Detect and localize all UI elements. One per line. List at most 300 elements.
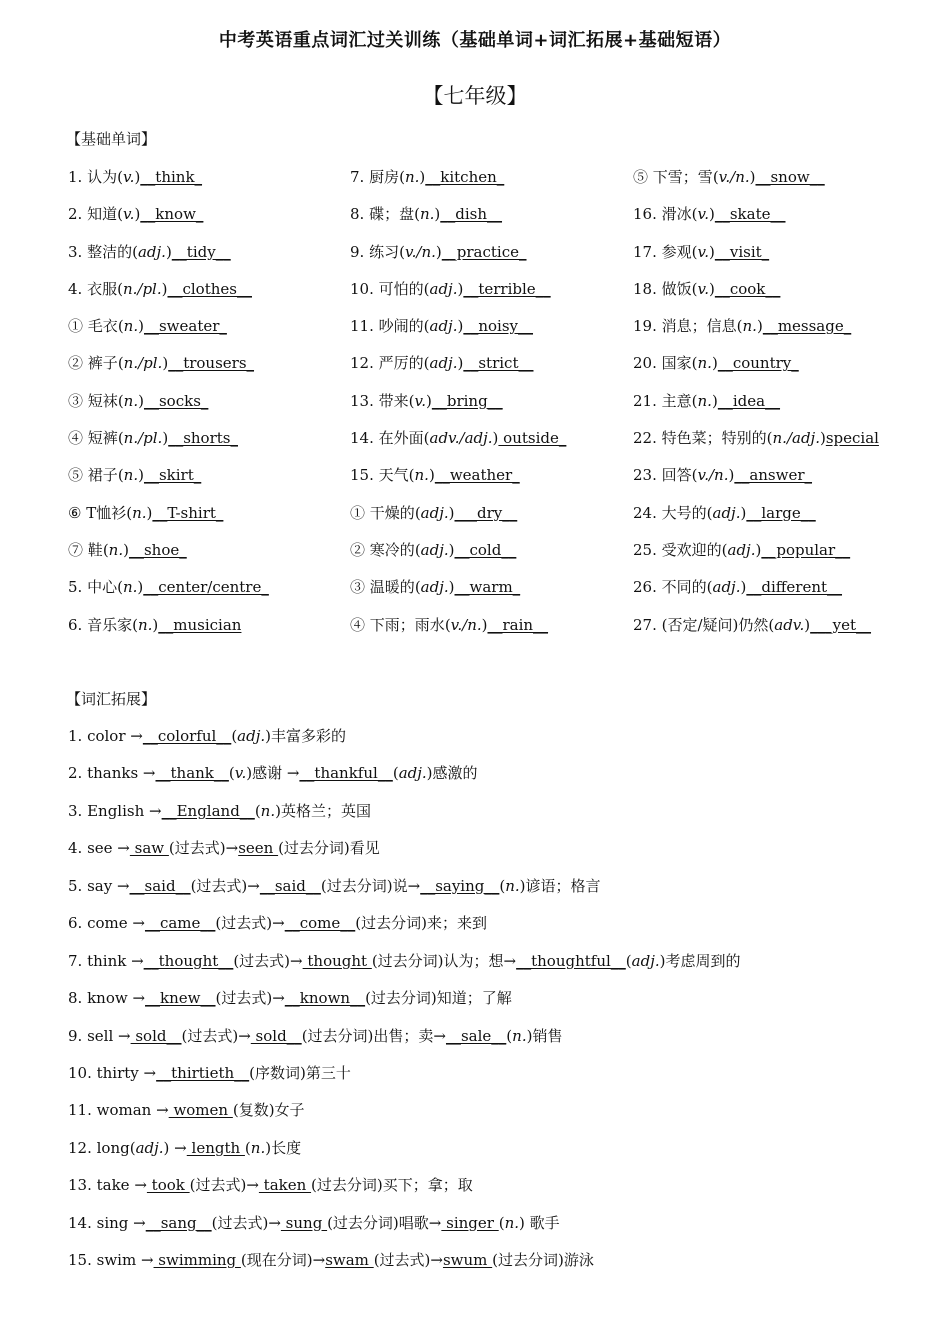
item-text: (过去式)→ xyxy=(215,914,285,933)
item-text: ) → xyxy=(163,1138,187,1157)
part-of-speech: adj. xyxy=(429,279,458,298)
word-item: 11. 吵闹的(adj.)__noisy__ xyxy=(350,317,534,336)
word-item: 2. 知道(v.)__know_ xyxy=(68,205,204,224)
item-number: 4. xyxy=(68,279,83,298)
chinese-meaning: (否定/疑问)仍然 xyxy=(661,615,769,634)
part-of-speech: n./pl. xyxy=(123,429,163,448)
word-item: 23. 回答(v./n.)__answer_ xyxy=(633,466,813,485)
answer-blank: __thirtieth__ xyxy=(156,1063,250,1082)
chinese-meaning: 练习 xyxy=(369,242,400,261)
item-number: 18. xyxy=(633,279,657,298)
item-number: 6. xyxy=(68,615,83,634)
part-of-speech: n./pl. xyxy=(123,354,163,373)
item-number: 21. xyxy=(633,391,657,410)
part-of-speech: v./n. xyxy=(718,168,750,186)
answer-blank: __knew__ xyxy=(145,989,216,1008)
answer-blank: __tidy__ xyxy=(171,242,231,261)
answer-blank: __come__ xyxy=(284,914,356,933)
word-item: ② 寒冷的(adj.)__cold__ xyxy=(350,540,517,559)
item-number: ③ xyxy=(68,391,84,410)
item-text: (过去分词)认为；想→ xyxy=(371,951,517,970)
item-number: 15. xyxy=(350,466,374,485)
item-text: ( xyxy=(499,876,506,895)
answer-blank: taken xyxy=(258,1176,312,1195)
item-text: ( xyxy=(625,951,632,970)
word-item: 3. 整洁的(adj.)__tidy__ xyxy=(68,242,231,261)
answer-blank: __weather_ xyxy=(434,466,520,485)
chinese-meaning: 毛衣 xyxy=(87,317,118,336)
answer-blank: __rain__ xyxy=(487,615,549,634)
answer-blank: __cold__ xyxy=(454,540,517,559)
item-number: ④ xyxy=(68,429,84,448)
chinese-meaning: 消息；信息 xyxy=(661,317,737,336)
part-of-speech: v. xyxy=(697,205,709,224)
vocab-ext-item xyxy=(68,1213,938,1250)
answer-blank: __large__ xyxy=(746,503,816,522)
chinese-meaning: 知道 xyxy=(87,205,118,224)
item-text: (序数词)第三十 xyxy=(249,1063,351,1082)
word-item: ② 裤子(n./pl.)__trousers_ xyxy=(68,354,255,373)
part-of-speech: v. xyxy=(122,205,135,224)
item-text: )长度 xyxy=(265,1138,302,1157)
word-item: 21. 主意(n.)__idea__ xyxy=(633,391,781,410)
part-of-speech: n. xyxy=(260,801,276,820)
answer-blank: __shorts_ xyxy=(168,429,238,448)
item-number: 23. xyxy=(633,466,657,485)
item-text: 5. say → xyxy=(68,876,130,895)
answer-blank: __thankful__ xyxy=(299,764,393,783)
part-of-speech: v. xyxy=(122,168,135,186)
answer-blank: __T-shirt_ xyxy=(152,503,224,522)
answer-blank: __said__ xyxy=(259,876,321,895)
part-of-speech: n. xyxy=(123,317,139,336)
item-text: (过去式)→ xyxy=(211,1213,281,1232)
word-item: 18. 做饭(v.)__cook__ xyxy=(633,279,781,298)
part-of-speech: adv./adj. xyxy=(429,429,493,448)
item-text: 8. know → xyxy=(68,989,146,1008)
basic-words-heading: 【基础单词】 xyxy=(66,130,157,148)
part-of-speech: n. xyxy=(505,876,520,895)
basic-words-grid xyxy=(68,167,948,652)
answer-blank: special xyxy=(825,429,879,448)
vocab-ext-item xyxy=(68,876,938,913)
answer-blank: __terrible__ xyxy=(463,279,551,298)
chinese-meaning: 不同的 xyxy=(661,578,707,597)
word-item: 26. 不同的(adj.)__different__ xyxy=(633,578,843,597)
part-of-speech: adj. xyxy=(429,317,458,336)
word-item: ③ 短袜(n.)__socks_ xyxy=(68,391,209,410)
item-text: )丰富多彩的 xyxy=(265,727,346,745)
chinese-meaning: T恤衫 xyxy=(86,503,127,522)
item-text: ( xyxy=(244,1138,251,1157)
answer-blank: __snow__ xyxy=(755,168,825,186)
word-item: 17. 参观(v.)__visit_ xyxy=(633,242,770,261)
chinese-meaning: 吵闹的 xyxy=(378,317,424,336)
part-of-speech: n./adj. xyxy=(772,429,820,448)
item-text: ) 歌手 xyxy=(519,1213,560,1232)
word-item: 7. 厨房(n.)__kitchen_ xyxy=(350,168,505,186)
word-item: 13. 带来(v.)__bring__ xyxy=(350,391,503,410)
chinese-meaning: 寒冷的 xyxy=(369,540,415,559)
part-of-speech: adj. xyxy=(420,503,449,522)
item-text: )谚语；格言 xyxy=(519,876,601,895)
part-of-speech: v./n. xyxy=(450,615,482,634)
word-item: ① 毛衣(n.)__sweater_ xyxy=(68,317,227,336)
vocab-ext-item xyxy=(68,801,938,838)
answer-blank: __center/centre_ xyxy=(143,578,269,597)
chinese-meaning: 滑冰 xyxy=(661,205,692,224)
word-item: 19. 消息；信息(n.)__message_ xyxy=(633,317,852,336)
part-of-speech: v./n. xyxy=(697,466,729,485)
item-number: 2. xyxy=(68,205,83,224)
item-text: ( xyxy=(506,1026,513,1045)
word-item: 25. 受欢迎的(adj.)__popular__ xyxy=(633,540,851,559)
vocab-ext-item xyxy=(68,1175,938,1212)
word-item: ⑥ T恤衫(n.)__T-shirt_ xyxy=(68,503,224,522)
word-item: ④ 下雨；雨水(v./n.)__rain__ xyxy=(350,615,549,634)
word-item: 14. 在外面(adv./adj.) outside_ xyxy=(350,429,567,448)
part-of-speech: n. xyxy=(250,1138,266,1157)
answer-blank: __thoughtful__ xyxy=(516,951,626,970)
item-number: 3. xyxy=(68,242,83,261)
part-of-speech: n. xyxy=(123,391,139,410)
answer-blank: __thank__ xyxy=(155,764,229,783)
item-text: (过去分词)出售；卖→ xyxy=(301,1026,446,1045)
item-text: (现在分词)→ xyxy=(240,1251,326,1270)
answer-blank: took xyxy=(146,1176,190,1195)
chinese-meaning: 短裤 xyxy=(87,429,118,448)
item-text: )英格兰；英国 xyxy=(275,801,371,820)
part-of-speech: n. xyxy=(132,503,147,522)
part-of-speech: n. xyxy=(697,391,712,410)
vocab-ext-item xyxy=(68,1063,938,1100)
item-number: ④ xyxy=(350,615,366,634)
item-number: 16. xyxy=(633,205,657,224)
item-number: ③ xyxy=(350,578,366,597)
document-title: 中考英语重点词汇过关训练（基础单词+词汇拓展+基础短语） xyxy=(218,30,732,51)
chinese-meaning: 带来 xyxy=(378,391,409,410)
item-number: 10. xyxy=(350,279,374,298)
item-number: 8. xyxy=(350,205,365,224)
answer-blank: __warm_ xyxy=(454,578,521,597)
vocab-ext-item xyxy=(68,988,938,1025)
item-text: 7. think → xyxy=(68,951,144,970)
item-text: 9. sell → xyxy=(68,1026,131,1045)
item-text: 14. sing → xyxy=(68,1213,146,1232)
grade-heading: 【七年级】 xyxy=(422,84,528,108)
chinese-meaning: 大号的 xyxy=(661,503,707,522)
answer-blank: __noisy__ xyxy=(463,317,534,336)
item-text: 12. long( xyxy=(68,1138,136,1157)
item-text: ( xyxy=(392,764,399,783)
item-text: (过去式)→ xyxy=(233,951,303,970)
chinese-meaning: 厨房 xyxy=(369,168,400,186)
item-text: ( xyxy=(231,727,238,745)
answer-blank: __cook__ xyxy=(714,279,781,298)
answer-blank: ___dry__ xyxy=(454,503,518,522)
item-text: (过去式)→ xyxy=(168,839,239,858)
answer-blank: __idea__ xyxy=(717,391,781,410)
answer-blank: __sang__ xyxy=(145,1213,212,1232)
word-item: 6. 音乐家(n.)__musician xyxy=(68,615,242,634)
answer-blank: swum xyxy=(442,1251,493,1270)
part-of-speech: v. xyxy=(697,242,709,261)
item-text: (过去分词)看见 xyxy=(278,839,380,858)
answer-blank: __sale__ xyxy=(445,1026,507,1045)
part-of-speech: v./n. xyxy=(404,242,436,261)
item-text: 1. color → xyxy=(68,727,143,745)
item-text: (过去分词)知道；了解 xyxy=(365,989,512,1008)
item-text: ( xyxy=(498,1213,505,1232)
word-item: 8. 碟；盘(n.)__dish__ xyxy=(350,205,503,224)
part-of-speech: n. xyxy=(122,578,138,597)
item-number: 13. xyxy=(350,391,374,410)
part-of-speech: v. xyxy=(414,391,426,410)
item-text: (复数)女子 xyxy=(232,1101,305,1120)
item-text: )销售 xyxy=(526,1026,563,1045)
answer-blank: __sweater_ xyxy=(143,317,227,336)
word-item: ① 干燥的(adj.)___dry__ xyxy=(350,503,518,522)
vocab-ext-item xyxy=(68,726,938,763)
item-text: (过去式)→ xyxy=(215,989,285,1008)
word-item: 4. 衣服(n./pl.)__clothes__ xyxy=(68,279,252,298)
part-of-speech: n. xyxy=(414,466,429,485)
chinese-meaning: 音乐家 xyxy=(87,615,133,634)
word-item: 20. 国家(n.)__country_ xyxy=(633,354,799,373)
part-of-speech: adj. xyxy=(137,242,166,261)
answer-blank: __answer_ xyxy=(734,466,813,485)
chinese-meaning: 严厉的 xyxy=(378,354,424,373)
answer-blank: sold__ xyxy=(250,1026,302,1045)
item-text: (过去分词)游泳 xyxy=(492,1251,594,1270)
vocab-ext-item xyxy=(68,913,938,950)
part-of-speech: v. xyxy=(697,279,709,298)
part-of-speech: adj. xyxy=(631,951,660,970)
answer-blank: __popular__ xyxy=(761,540,851,559)
answer-blank: __message_ xyxy=(762,317,852,336)
item-text: (过去分词)唱歌→ xyxy=(327,1213,442,1232)
item-text: 3. English → xyxy=(68,801,162,820)
item-number: ⑦ xyxy=(68,540,84,559)
vocab-ext-item xyxy=(68,1026,938,1063)
answer-blank: saw xyxy=(129,839,169,858)
item-text: (过去分词)来；来到 xyxy=(355,914,487,933)
item-text: (过去分词)买下；拿；取 xyxy=(311,1176,473,1195)
chinese-meaning: 主意 xyxy=(661,391,692,410)
part-of-speech: n. xyxy=(419,205,435,224)
vocab-ext-heading: 【词汇拓展】 xyxy=(66,690,157,708)
chinese-meaning: 整洁的 xyxy=(87,242,133,261)
chinese-meaning: 天气 xyxy=(378,466,409,485)
item-number: 19. xyxy=(633,317,657,336)
answer-blank: __skate__ xyxy=(714,205,786,224)
word-item: 16. 滑冰(v.)__skate__ xyxy=(633,205,786,224)
answer-blank: __saying__ xyxy=(420,876,500,895)
item-number: ⑥ xyxy=(68,503,82,522)
chinese-meaning: 干燥的 xyxy=(369,503,415,522)
answer-blank: __trousers_ xyxy=(168,354,255,373)
word-item: ③ 温暖的(adj.)__warm_ xyxy=(350,578,521,597)
item-text: )感谢 → xyxy=(246,764,300,783)
item-number: ① xyxy=(68,317,84,336)
answer-blank: sold__ xyxy=(130,1026,182,1045)
part-of-speech: n./pl. xyxy=(122,279,162,298)
answer-blank: __came__ xyxy=(144,914,216,933)
answer-blank: __visit_ xyxy=(714,242,770,261)
item-number: 9. xyxy=(350,242,365,261)
answer-blank: __different__ xyxy=(746,578,843,597)
word-item: ⑤ 下雪；雪(v./n.)__snow__ xyxy=(633,168,825,186)
word-item: 15. 天气(n.)__weather_ xyxy=(350,466,520,485)
item-number: 5. xyxy=(68,578,83,597)
item-text: 2. thanks → xyxy=(68,764,156,783)
word-item: 24. 大号的(adj.)__large__ xyxy=(633,503,816,522)
answer-blank: swimming xyxy=(153,1251,241,1270)
part-of-speech: adj. xyxy=(237,727,266,745)
answer-blank: __kitchen_ xyxy=(425,168,505,186)
word-item: 9. 练习(v./n.)__practice_ xyxy=(350,242,527,261)
word-item: 5. 中心(n.)__center/centre_ xyxy=(68,578,269,597)
item-number: 26. xyxy=(633,578,657,597)
answer-blank: __known__ xyxy=(284,989,366,1008)
item-number: 17. xyxy=(633,242,657,261)
chinese-meaning: 温暖的 xyxy=(369,578,415,597)
answer-blank: __socks_ xyxy=(143,391,209,410)
chinese-meaning: 短袜 xyxy=(87,391,118,410)
part-of-speech: adj. xyxy=(429,354,458,373)
chinese-meaning: 裙子 xyxy=(87,466,118,485)
chinese-meaning: 可怕的 xyxy=(378,279,424,298)
chinese-meaning: 下雨；雨水 xyxy=(369,615,445,634)
item-number: ② xyxy=(68,354,84,373)
answer-blank: __thought__ xyxy=(143,951,234,970)
item-text: (过去分词)说→ xyxy=(320,876,421,895)
part-of-speech: adj. xyxy=(420,578,449,597)
item-number: 14. xyxy=(350,429,374,448)
chinese-meaning: 下雪；雪 xyxy=(652,168,713,186)
item-text: ( xyxy=(254,801,261,820)
item-text: (过去式)→ xyxy=(189,1176,259,1195)
part-of-speech: adj. xyxy=(712,578,741,597)
item-text: 15. swim → xyxy=(68,1251,154,1270)
part-of-speech: adj. xyxy=(135,1138,164,1157)
part-of-speech: v. xyxy=(234,764,247,783)
word-item: ⑦ 鞋(n.)__shoe_ xyxy=(68,540,187,559)
item-text: ( xyxy=(228,764,235,783)
chinese-meaning: 在外面 xyxy=(378,429,424,448)
chinese-meaning: 特色菜；特别的 xyxy=(661,429,767,448)
word-item: 22. 特色菜；特别的(n./adj.)special xyxy=(633,429,879,448)
vocab-ext-item xyxy=(68,1138,938,1175)
answer-blank: seen xyxy=(238,839,279,858)
part-of-speech: n. xyxy=(742,317,757,336)
answer-blank: swam xyxy=(325,1251,374,1270)
item-text: (过去式)→ xyxy=(190,876,260,895)
item-text: (过去式)→ xyxy=(373,1251,443,1270)
part-of-speech: n. xyxy=(123,466,139,485)
item-number: 11. xyxy=(350,317,374,336)
answer-blank: __shoe_ xyxy=(128,540,187,559)
part-of-speech: n. xyxy=(137,615,153,634)
chinese-meaning: 国家 xyxy=(661,354,692,373)
answer-blank: __clothes__ xyxy=(167,279,252,298)
word-item: ⑤ 裙子(n.)__skirt_ xyxy=(68,466,202,485)
item-text: 11. woman → xyxy=(68,1101,169,1120)
item-number: 27. xyxy=(633,615,657,634)
chinese-meaning: 鞋 xyxy=(87,540,103,559)
answer-blank: __bring__ xyxy=(431,391,503,410)
chinese-meaning: 回答 xyxy=(661,466,692,485)
item-number: 25. xyxy=(633,540,657,559)
chinese-meaning: 衣服 xyxy=(87,279,118,298)
item-text: (过去式)→ xyxy=(181,1026,251,1045)
chinese-meaning: 认为 xyxy=(87,168,118,186)
chinese-meaning: 中心 xyxy=(87,578,118,597)
item-number: 1. xyxy=(68,168,83,186)
answer-blank: sung xyxy=(280,1213,328,1232)
item-number: 24. xyxy=(633,503,657,522)
part-of-speech: adj. xyxy=(420,540,449,559)
vocab-ext-item xyxy=(68,951,938,988)
item-text: )考虑周到的 xyxy=(659,951,741,970)
item-number: ⑤ xyxy=(633,168,649,186)
answer-blank: __know_ xyxy=(140,205,204,224)
item-number: 20. xyxy=(633,354,657,373)
chinese-meaning: 裤子 xyxy=(87,354,118,373)
answer-blank: thought xyxy=(302,951,372,970)
item-number: 12. xyxy=(350,354,374,373)
part-of-speech: adj. xyxy=(398,764,427,783)
word-item: 1. 认为(v.)__think_ xyxy=(68,168,203,186)
part-of-speech: n. xyxy=(404,168,420,186)
item-number: ① xyxy=(350,503,366,522)
chinese-meaning: 受欢迎的 xyxy=(661,540,722,559)
answer-blank: singer xyxy=(441,1213,499,1232)
part-of-speech: n. xyxy=(512,1026,527,1045)
vocab-ext-item xyxy=(68,838,938,875)
vocab-ext-list xyxy=(68,726,938,1288)
part-of-speech: n. xyxy=(108,540,124,559)
answer-blank: ___yet__ xyxy=(810,615,872,634)
item-text: 10. thirty → xyxy=(68,1063,157,1082)
item-number: ② xyxy=(350,540,366,559)
part-of-speech: adj. xyxy=(712,503,741,522)
vocab-ext-item xyxy=(68,1250,938,1287)
answer-blank: __colorful__ xyxy=(142,727,232,745)
item-number: 7. xyxy=(350,168,365,186)
chinese-meaning: 碟；盘 xyxy=(369,205,415,224)
word-item: ④ 短裤(n./pl.)__shorts_ xyxy=(68,429,238,448)
answer-blank: length xyxy=(186,1138,245,1157)
answer-blank: __strict__ xyxy=(463,354,534,373)
word-item: 27. (否定/疑问)仍然(adv.)___yet__ xyxy=(633,615,872,634)
item-number: ⑤ xyxy=(68,466,84,485)
item-text: 13. take → xyxy=(68,1176,147,1195)
answer-blank: __dish__ xyxy=(440,205,503,224)
chinese-meaning: 做饭 xyxy=(661,279,692,298)
word-item: 12. 严厉的(adj.)__strict__ xyxy=(350,354,534,373)
word-item: 10. 可怕的(adj.)__terrible__ xyxy=(350,279,551,298)
item-number: 22. xyxy=(633,429,657,448)
answer-blank: women xyxy=(168,1101,233,1120)
part-of-speech: n. xyxy=(504,1213,519,1232)
answer-blank: __practice_ xyxy=(441,242,527,261)
vocab-ext-item xyxy=(68,1100,938,1137)
answer-blank: __England__ xyxy=(161,801,255,820)
answer-blank: __skirt_ xyxy=(143,466,202,485)
part-of-speech: n. xyxy=(697,354,712,373)
vocab-ext-item xyxy=(68,763,938,800)
